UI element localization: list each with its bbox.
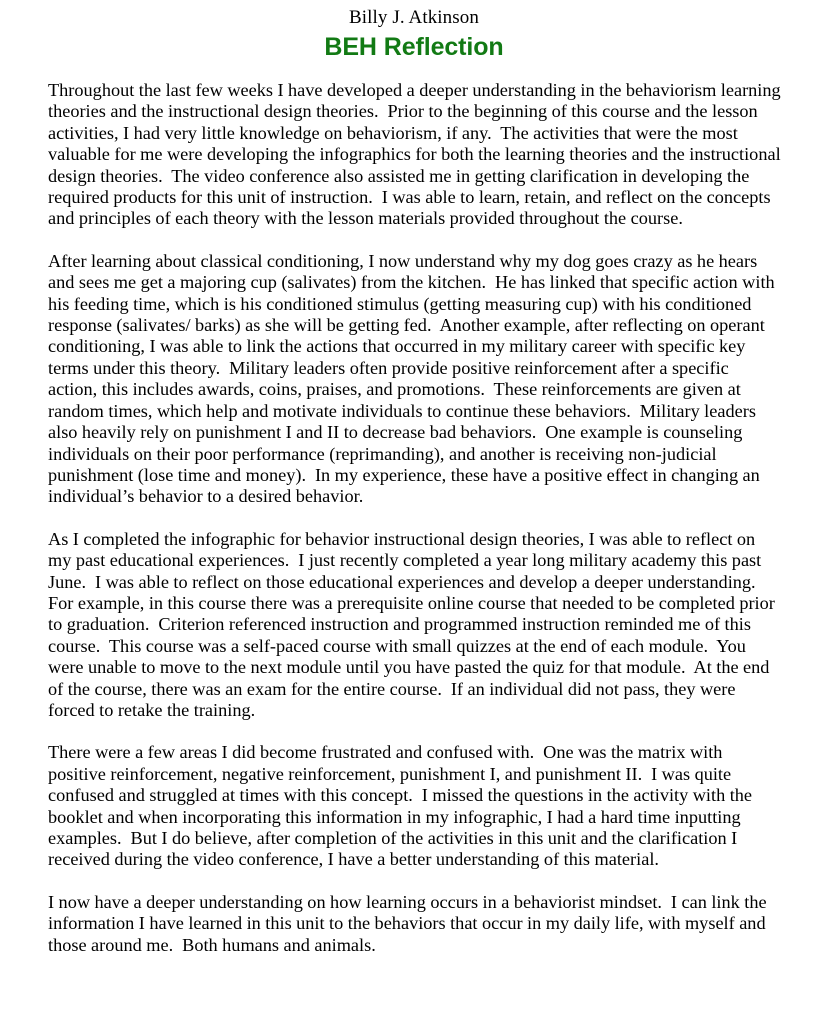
page-title: BEH Reflection <box>324 33 504 61</box>
author-name: Billy J. Atkinson <box>349 7 479 28</box>
paragraph-3: As I completed the infographic for behavior instructional design theories, I was able to reflect on my past educational experiences. I just recently completed a year long military academy this past June. I was able to reflect on those educational experiences and develop a deeper understanding. For example, in this course there was a prerequisite online course that needed to be completed prior to graduation. Criterion referenced instruction and programmed instruction reminded me of this course. This course was a self-paced course with small quizzes at the end of each module. You were unable to move to the next module until you have pasted the quiz for that module. At the end of the course, there was an exam for the entire course. If an individual did not pass, they were forced to retake the training. <box>48 528 780 720</box>
paragraph-2: After learning about classical conditioning, I now understand why my dog goes crazy as he hears and sees me get a majoring cup (salivates) from the kitchen. He has linked that specific action with his feeding time, which is his conditioned stimulus (getting measuring cup) with his conditioned response (salivates/ barks) as she will be getting fed. Another example, after reflecting on operant conditioning, I was able to link the actions that occurred in my military career with specific key terms under this theory. Military leaders often provide positive reinforcement after a specific action, this includes awards, coins, praises, and promotions. These reinforcements are given at random times, which help and motivate individuals to continue these behaviors. Military leaders also heavily rely on punishment I and II to decrease bad behaviors. One example is counseling individuals on their poor performance (reprimanding), and another is receiving non-judicial punishment (lose time and money). In my experience, these have a positive effect in changing an individual’s behavior to a desired behavior. <box>48 250 780 507</box>
paragraph-1: Throughout the last few weeks I have developed a deeper understanding in the behaviorism learning theories and the instructional design theories. Prior to the beginning of this course and the lesson activities, I had very little knowledge on behaviorism, if any. The activities that were the most valuable for me were developing the infographics for both the learning theories and the instructional design theories. The video conference also assisted me in getting clarification in developing the required products for this unit of instruction. I was able to learn, retain, and reflect on the concepts and principles of each theory with the lesson materials provided throughout the course. <box>48 80 786 229</box>
paragraph-4: There were a few areas I did become frustrated and confused with. One was the matrix with positive reinforcement, negative reinforcement, punishment I, and punishment II. I was quite confused and struggled at times with this concept. I missed the questions in the activity with the booklet and when incorporating this information in my infographic, I had a hard time inputting examples. But I do believe, after completion of the activities in this unit and the clarification I received during the video conference, I have a better understanding of this material. <box>48 742 757 870</box>
paragraph-5: I now have a deeper understanding on how learning occurs in a behaviorist mindset. I can link the information I have learned in this unit to the behaviors that occur in my daily life, with myself and those around me. Both humans and animals. <box>48 891 772 955</box>
document-header <box>0 0 828 62</box>
document-body <box>0 62 828 956</box>
